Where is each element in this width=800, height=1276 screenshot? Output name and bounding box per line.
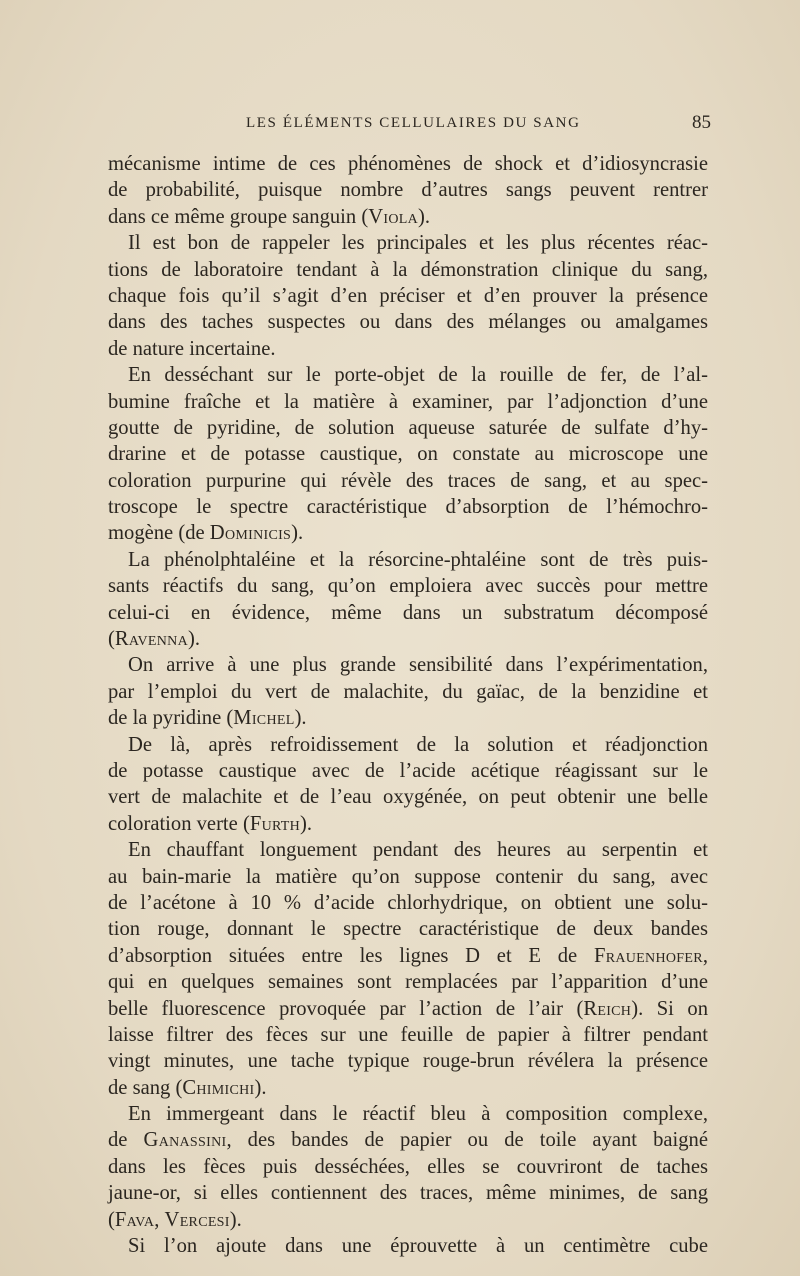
text-line: drarine et de potasse caustique, on constate au microscope une [108,443,708,466]
text-line: de potasse caustique avec de l’acide acétique réagissant sur le [108,759,708,782]
text-segment: d’absorption situées entre les lignes D et E de [108,944,594,967]
text-line: sants réactifs du sang, qu’on emploiera avec succès pour mettre [108,575,708,598]
text-line: vert de malachite et de l’eau oxygénée, on peut obtenir une belle [108,786,708,809]
text-segment: ). [418,205,431,228]
text-line: mécanisme intime de ces phénomènes de shock et d’idiosyncrasie [108,153,708,175]
text-segment: , [702,944,708,967]
text-line: On arrive à une plus grande sensibilité dans l’expérimentation, [128,654,708,677]
text-segment: de sang ( [108,1076,183,1099]
text-line: dans des taches suspectes ou dans des mélanges ou amalgames [108,311,708,334]
text-segment: de la pyridine ( [108,707,234,730]
text-line: laisse filtrer des fèces sur une feuille de papier à filtrer pendant [108,1023,708,1046]
text-line [108,1127,708,1153]
text-line [108,1075,708,1101]
author-name: Ravenna [114,628,188,651]
text-line: Il est bon de rappeler les principales et les plus récentes réac- [128,232,708,255]
author-name: Reich [583,997,632,1020]
text-line: jaune-or, si elles contiennent des traces, même minimes, de sang [108,1182,708,1205]
text-line [108,1207,708,1233]
text-line: De là, après refroidissement de la solution et réadjonction [128,733,708,756]
text-line [108,204,708,230]
text-segment: ). [300,812,313,835]
text-line: chaque fois qu’il s’agit d’en préciser et d’en prouver la présence [108,284,708,307]
text-line: La phénolphtaléine et la résorcine-phtaléine sont de très puis- [128,548,708,571]
text-line [108,626,708,652]
text-line: bumine fraîche et la matière à examiner, par l’adjonction d’une [108,390,708,413]
text-line [108,705,708,731]
text-segment: ). [229,1208,242,1231]
text-line: au bain-marie la matière qu’on suppose contenir du sang, avec [108,865,708,888]
author-name: Chimichi [182,1076,255,1099]
text-segment: de [108,1129,144,1152]
text-segment: , [154,1208,165,1231]
text-line: En immergeant dans le réactif bleu à composition complexe, [128,1103,708,1126]
text-line [108,996,708,1022]
author-name: Ganassini [143,1129,227,1152]
text-line: par l’emploi du vert de malachite, du gaïac, de la benzidine et [108,680,708,703]
author-name: Frauenhofer [593,944,703,967]
body-text [108,151,708,1259]
author-name: Furth [249,812,301,835]
text-segment: , des bandes de papier ou de toile ayant baigné [226,1129,708,1152]
text-line: dans les fèces puis desséchées, elles se couvriront de taches [108,1155,708,1178]
text-segment: ). [254,1076,267,1099]
text-line: En chauffant longuement pendant des heures au serpentin et [128,839,708,862]
text-line: vingt minutes, une tache typique rouge-brun révélera la présence [108,1050,708,1073]
text-segment: coloration verte ( [108,812,250,835]
text-line: qui en quelques semaines sont remplacées par l’apparition d’une [108,971,708,994]
text-line: de probabilité, puisque nombre d’autres sangs peuvent rentrer [108,179,708,202]
author-name: Viola [368,205,419,228]
text-line [108,811,708,837]
text-line: tions de laboratoire tendant à la démonstration clinique du sang, [108,258,708,281]
text-segment: ). [294,707,307,730]
text-segment: belle fluorescence provoquée par l’action de l’air ( [108,997,584,1020]
text-segment: mogène (de [108,522,210,545]
text-line: tion rouge, donnant le spectre caractéristique de deux bandes [108,918,708,941]
text-line: coloration purpurine qui révèle des traces de sang, et au spec- [108,469,708,492]
text-line: de l’acétone à 10 % d’acide chlorhydrique, on obtient une solu- [108,891,708,914]
text-line: En desséchant sur le porte-objet de la rouille de fer, de l’al- [128,364,708,387]
text-line [108,943,708,969]
text-segment: ( [108,628,115,651]
text-line [108,520,708,546]
text-line: troscope le spectre caractéristique d’absorption de l’hémochro- [108,496,708,519]
author-name: Dominicis [209,522,292,545]
text-segment: ). [291,522,304,545]
text-line: de nature incertaine. [108,337,276,360]
author-name: Vercesi [164,1208,230,1231]
page-number: 85 [692,112,711,133]
author-name: Michel [233,707,295,730]
text-segment: ( [108,1208,115,1231]
running-head: LES ÉLÉMENTS CELLULAIRES DU SANG [246,115,581,131]
text-segment: ). Si on [631,997,709,1020]
page-header [108,112,711,138]
text-line: celui-ci en évidence, même dans un substratum décomposé [108,601,708,624]
author-name: Fava [114,1208,155,1231]
text-segment: ). [188,628,201,651]
text-line: goutte de pyridine, de solution aqueuse saturée de sulfate d’hy- [108,416,708,439]
text-line: Si l’on ajoute dans une éprouvette à un centimètre cube [128,1235,708,1258]
text-segment: dans ce même groupe sanguin ( [108,205,369,228]
